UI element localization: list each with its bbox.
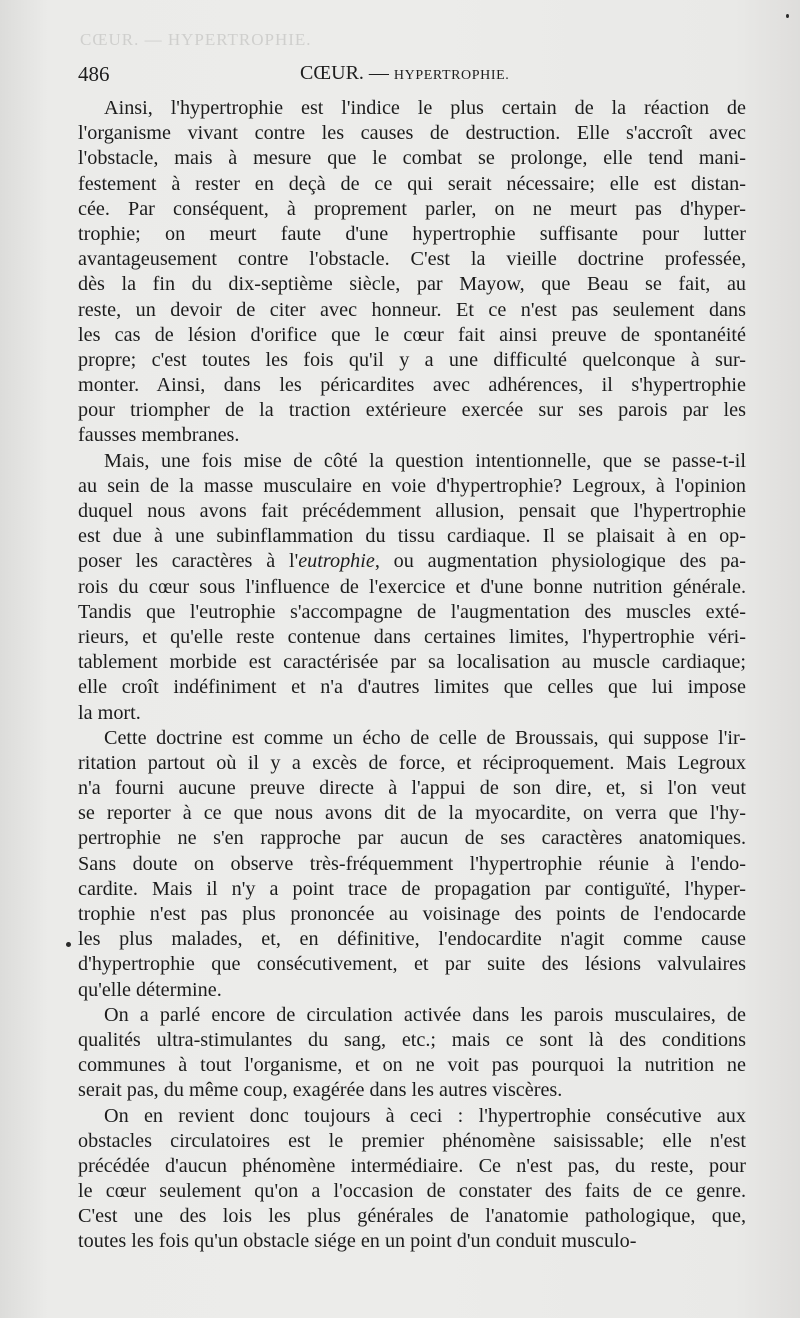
page-number: 486 — [78, 62, 110, 86]
text-line: pertrophie ne s'en rapproche par aucun de ses caractères anatomiques. — [78, 827, 746, 850]
text-line: les plus malades, et, en définitive, l'endocardite n'agit comme cause — [78, 928, 746, 951]
running-title — [300, 62, 509, 85]
italic-term: eutrophie — [298, 550, 375, 573]
text-line: les cas de lésion d'orifice que le cœur fait ainsi preuve de spontanéité — [78, 323, 746, 346]
paragraph — [78, 1104, 746, 1255]
text-line: duquel nous avons fait précédemment allusion, pensait que l'hypertrophie — [78, 500, 746, 522]
text-line: fausses membranes. — [78, 424, 240, 447]
running-title-sub: HYPERTROPHIE. — [393, 68, 510, 83]
text-line: précédée d'aucun phénomène intermédiaire. Ce n'est pas, du reste, pour — [78, 1154, 746, 1177]
text-line: dès la fin du dix-septième siècle, par Mayow, que Beau se fait, au — [78, 273, 746, 296]
text-line: reste, un devoir de citer avec honneur. Et ce n'est pas seulement dans — [78, 298, 746, 321]
running-title-separator: — — [363, 62, 394, 84]
text-line: qu'elle détermine. — [78, 978, 222, 1001]
text-line: l'organisme vivant contre les causes de destruction. Elle s'accroît avec — [78, 122, 746, 145]
text-line: ritation partout où il y a excès de force, et réciproquement. Mais Legroux — [78, 751, 746, 774]
text-line: l'obstacle, mais à mesure que le combat se prolonge, elle tend mani- — [78, 147, 746, 170]
show-through-header: CŒUR. — HYPERTROPHIE. — [80, 30, 312, 49]
text-line: le cœur seulement qu'on a l'occasion de constater des faits de ce genre. — [78, 1180, 746, 1203]
running-title-main: CŒUR. — [300, 62, 364, 84]
text-line: trophie n'est pas plus prononcée au voisinage des points de l'endocarde — [78, 903, 746, 925]
text-line: propre; c'est toutes les fois qu'il y a une difficulté quelconque à sur- — [78, 348, 746, 371]
text-line: qualités ultra-stimulantes du sang, etc.; mais ce sont là des conditions — [78, 1028, 746, 1051]
text-line: pour triompher de la traction extérieure exercée sur ses parois par les — [78, 399, 746, 422]
text-line: la mort. — [78, 701, 141, 724]
ink-spot — [786, 14, 789, 18]
paragraph — [78, 1003, 746, 1104]
text-line: toutes les fois qu'un obstacle siége en un point d'un conduit musculo- — [78, 1230, 637, 1253]
text-line: Mais, une fois mise de côté la question intentionnelle, que se passe-t-il — [104, 449, 746, 472]
text-line: rieurs, et qu'elle reste contenue dans certaines limites, l'hypertrophie véri- — [78, 625, 746, 648]
text-line: cardite. Mais il n'y a point trace de propagation par contiguïté, l'hyper- — [78, 877, 746, 900]
paragraph — [78, 726, 746, 1003]
text-line: au sein de la masse musculaire en voie d'hypertrophie? Legroux, à l'opinion — [78, 474, 746, 497]
text-line: On a parlé encore de circulation activée dans les parois musculaires, de — [104, 1003, 746, 1026]
text-line: elle croît indéfiniment et n'a d'autres limites que celles que lui impose — [78, 676, 746, 699]
text-line: communes à tout l'organisme, et on ne voit pas pourquoi la nutrition ne — [78, 1054, 746, 1077]
text-line: avantageusement contre l'obstacle. C'est la vieille doctrine professée, — [78, 248, 746, 271]
text-line: On en revient donc toujours à ceci : l'hypertrophie consécutive aux — [104, 1104, 746, 1127]
text-line: Sans doute on observe très-fréquemment l'hypertrophie réunie à l'endo- — [78, 852, 746, 875]
text-line: tablement morbide est caractérisée par sa localisation au muscle cardiaque; — [78, 651, 746, 674]
text-line: serait pas, du même coup, exagérée dans les autres viscères. — [78, 1079, 563, 1102]
text-line: C'est une des lois les plus générales de l'anatomie pathologique, que, — [78, 1205, 746, 1228]
text-line: Cette doctrine est comme un écho de celle de Broussais, qui suppose l'ir- — [104, 726, 746, 749]
text-line: obstacles circulatoires est le premier phénomène saisissable; elle n'est — [78, 1129, 746, 1152]
running-head — [78, 62, 748, 90]
text-line: se reporter à ce que nous avons dit de la myocardite, on verra que l'hy- — [78, 802, 746, 825]
text-line: festement à rester en deçà de ce qui serait nécessaire; elle est distan- — [78, 172, 746, 195]
text-line: trophie; on meurt faute d'une hypertrophie suffisante pour lutter — [78, 222, 746, 245]
paragraph — [78, 96, 746, 449]
text-line: n'a fourni aucune preuve directe à l'appui de son dire, et, si l'on veut — [78, 777, 746, 800]
text-line: rois du cœur sous l'influence de l'exercice et d'une bonne nutrition générale. — [78, 575, 746, 598]
text-line: monter. Ainsi, dans les péricardites avec adhérences, il s'hypertrophie — [78, 374, 746, 397]
paragraph — [78, 449, 746, 726]
text-line: d'hypertrophie que consécutivement, et par suite des lésions valvulaires — [78, 953, 746, 976]
text-line: Ainsi, l'hypertrophie est l'indice le plus certain de la réaction de — [104, 97, 746, 119]
body-text — [78, 96, 746, 1255]
text-line: poser les caractères à l'eutrophie, ou augmentation physiologique des pa- — [78, 550, 746, 573]
text-line: est due à une subinflammation du tissu cardiaque. Il se plaisait à en op- — [78, 525, 746, 548]
text-line: Tandis que l'eutrophie s'accompagne de l'augmentation des muscles exté- — [78, 600, 746, 623]
text-line: cée. Par conséquent, à proprement parler, on ne meurt pas d'hyper- — [78, 197, 746, 220]
ink-spot — [66, 942, 71, 947]
